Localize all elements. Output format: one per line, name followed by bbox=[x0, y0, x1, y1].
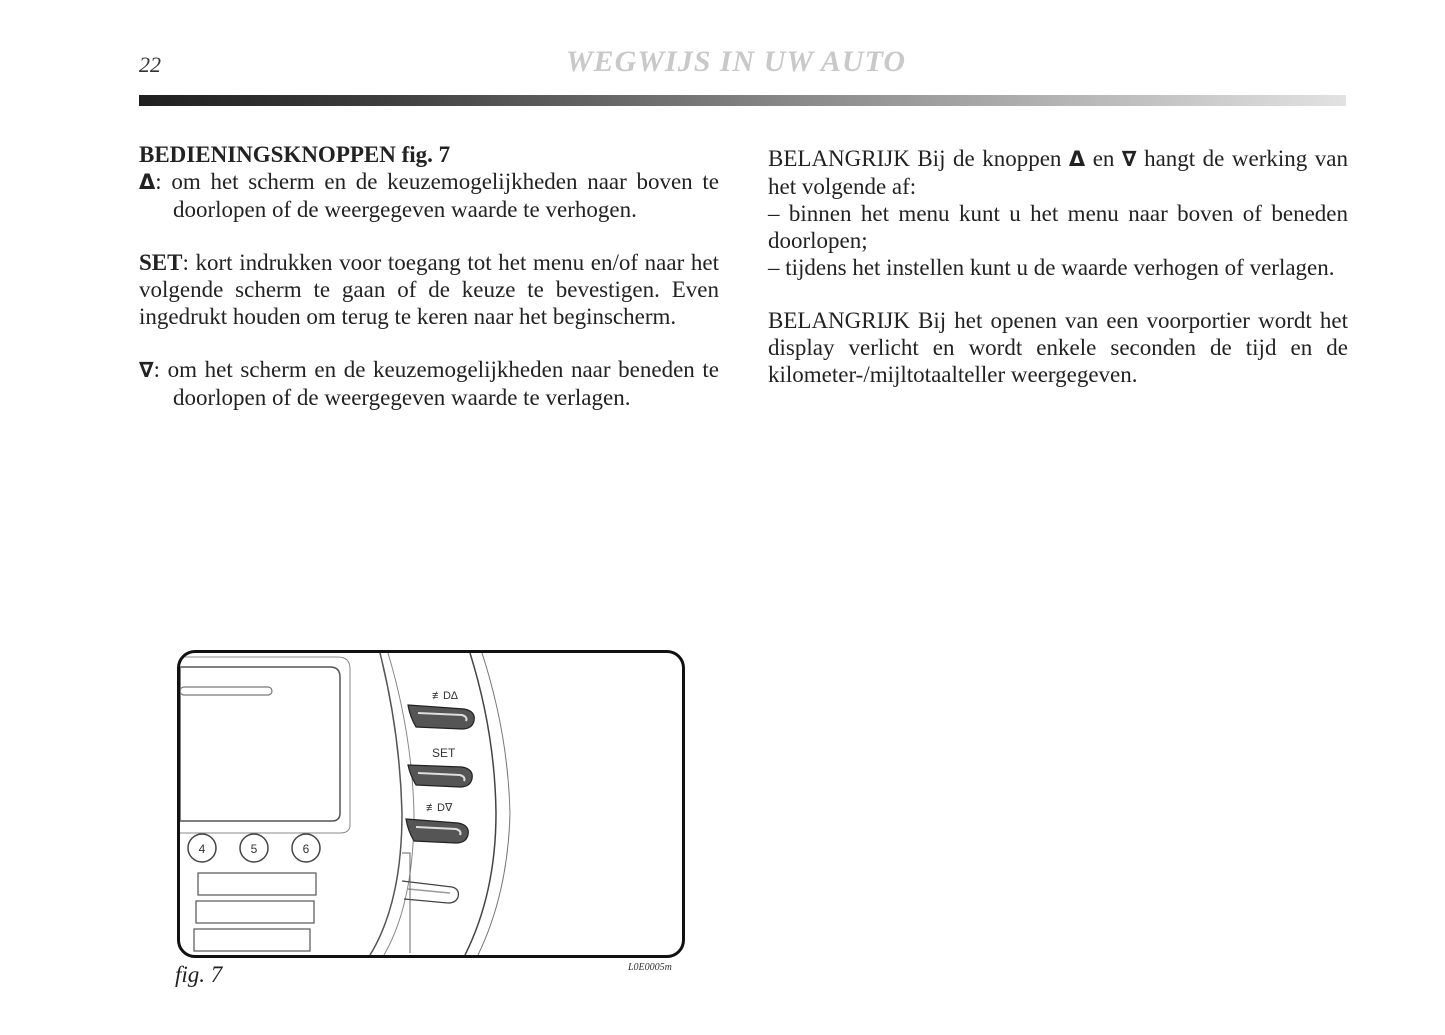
important-note-buttons bbox=[768, 145, 1348, 200]
header-gradient-bar bbox=[139, 95, 1346, 106]
set-label: SET bbox=[139, 250, 183, 275]
preset-5-label: 5 bbox=[250, 842, 258, 856]
up-button-description bbox=[139, 168, 719, 223]
note-text-b: en bbox=[1085, 146, 1122, 171]
up-button-text: : om het scherm en de keuzemogelijkheden naar boven te doorlopen of de weergegeven waarde te verhogen. bbox=[155, 169, 719, 222]
right-column bbox=[768, 145, 1348, 388]
down-button-label: ≢D∇ bbox=[426, 802, 453, 814]
section-heading: BEDIENINGSKNOPPEN fig. 7 bbox=[139, 142, 451, 167]
slot-3 bbox=[194, 929, 310, 951]
down-button-text: : om het scherm en de keuzemogelijkheden naar beneden te doorlopen of de weergegeven waarde te verlagen. bbox=[153, 357, 719, 410]
figure-caption: fig. 7 bbox=[175, 962, 223, 987]
preset-6-label: 6 bbox=[302, 842, 310, 856]
important-note-door: BELANGRIJK Bij het openen van een voorportier wordt het display verlicht en wordt enkele seconden de tijd en de kilometer-/mijltotaalteller weergegeven. bbox=[768, 308, 1348, 387]
set-button-description bbox=[139, 249, 719, 330]
set-button-text: : kort indrukken voor toegang tot het menu en/of naar het volgende scherm te gaan of de keuze te bevestigen. Even ingedrukt houden om terug te keren naar het beginscherm. bbox=[139, 250, 719, 329]
slot-2 bbox=[196, 901, 314, 923]
display-screen-outline bbox=[180, 667, 340, 821]
chapter-title: WEGWIJS IN UW AUTO bbox=[566, 45, 907, 78]
down-triangle-icon: ∇ bbox=[139, 358, 154, 382]
figure-code: L0E0005m bbox=[628, 962, 672, 973]
display-slot bbox=[180, 687, 272, 695]
set-button-label: SET bbox=[432, 746, 456, 760]
figure-7-illustration bbox=[177, 650, 685, 958]
note-text-a: BELANGRIJK Bij de knoppen bbox=[768, 146, 1069, 171]
slot-1 bbox=[198, 873, 316, 895]
up-button-label: ≢D∆ bbox=[432, 690, 458, 702]
down-triangle-icon: ∇ bbox=[1121, 147, 1137, 171]
left-column bbox=[139, 141, 719, 411]
note-bullet-setting: – tijdens het instellen kunt u de waarde verhogen of verlagen. bbox=[768, 255, 1335, 280]
note-bullet-menu: – binnen het menu kunt u het menu naar boven of beneden doorlopen; bbox=[768, 201, 1348, 253]
page-number: 22 bbox=[139, 52, 161, 77]
preset-4-label: 4 bbox=[198, 842, 206, 856]
up-triangle-icon: Δ bbox=[139, 170, 156, 194]
down-button-description bbox=[139, 356, 719, 411]
note-text-c: hangt de werking van het volgende af: bbox=[768, 146, 1348, 199]
up-triangle-icon: Δ bbox=[1068, 147, 1086, 171]
